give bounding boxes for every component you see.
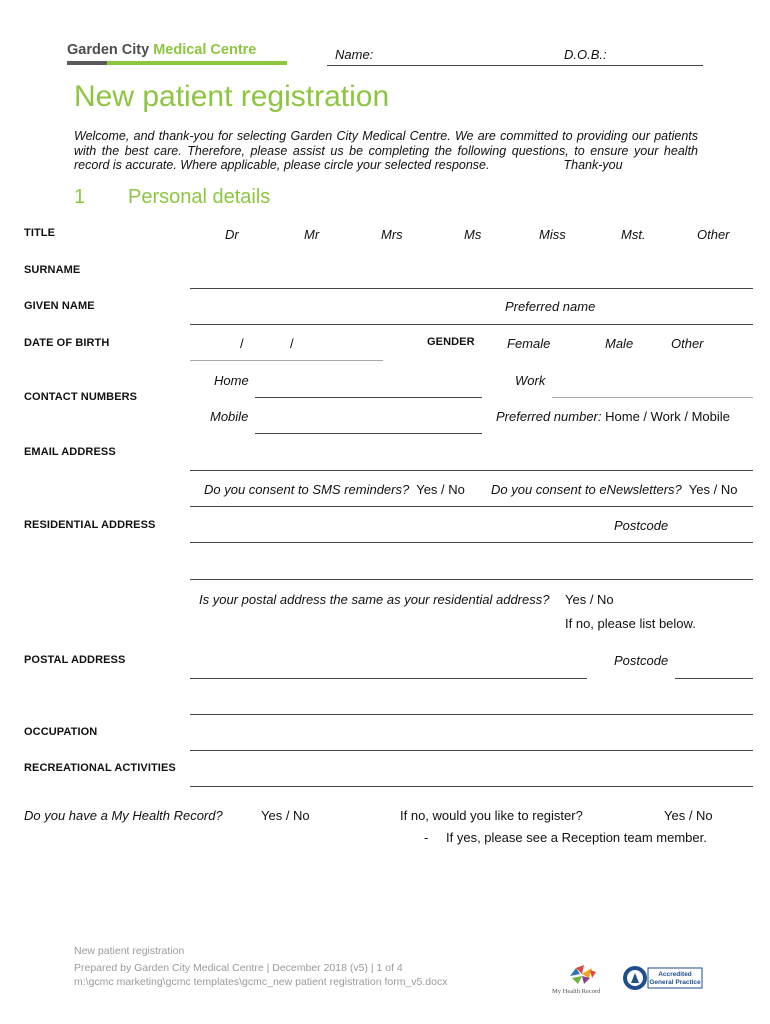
home-phone-input[interactable] xyxy=(255,379,482,398)
occupation-input[interactable] xyxy=(190,732,753,751)
title-option-mrs[interactable]: Mrs xyxy=(381,227,403,242)
sms-consent: Do you consent to SMS reminders? Yes / No xyxy=(204,482,465,497)
header-name-label: Name: xyxy=(335,47,374,62)
header-dob-input[interactable] xyxy=(612,46,702,64)
register-options[interactable]: Yes / No xyxy=(664,808,713,823)
gender-option-male[interactable]: Male xyxy=(605,336,634,351)
preferred-number: Preferred number: Home / Work / Mobile xyxy=(496,409,730,424)
intro-text: Welcome, and thank-you for selecting Garden City Medical Centre. We are committed to providing our patients with the best care. Therefore, please assist us be completing the following questions, to ensure your health record is accurate. Where applicable, please circle your selected response. Thank-you xyxy=(74,129,698,172)
postal-address-label: POSTAL ADDRESS xyxy=(24,654,126,666)
logo-bar-grey xyxy=(67,61,107,65)
recreational-input[interactable] xyxy=(190,768,753,787)
occupation-label: OCCUPATION xyxy=(24,726,98,738)
gender-label: GENDER xyxy=(427,336,475,348)
footer-prepared: Prepared by Garden City Medical Centre | December 2018 (v5) | 1 of 4 xyxy=(74,962,403,974)
title-option-dr[interactable]: Dr xyxy=(225,227,239,242)
postal-address-input-2[interactable] xyxy=(190,696,753,715)
mobile-phone-label: Mobile xyxy=(210,409,249,424)
gender-option-female[interactable]: Female xyxy=(507,336,551,351)
given-name-input[interactable] xyxy=(190,306,753,325)
given-name-label: GIVEN NAME xyxy=(24,300,95,312)
reception-note: If yes, please see a Reception team member. xyxy=(446,830,707,845)
residential-postcode-label: Postcode xyxy=(614,518,669,533)
dob-label: DATE OF BIRTH xyxy=(24,337,110,349)
email-input[interactable] xyxy=(190,452,753,471)
clinic-logo-text: Garden City Medical Centre xyxy=(67,42,257,58)
logo-bar-green xyxy=(107,61,287,65)
mhr-options[interactable]: Yes / No xyxy=(261,808,310,823)
title-option-ms[interactable]: Ms xyxy=(464,227,482,242)
svg-text:My Health Record: My Health Record xyxy=(552,988,601,995)
header-name-input[interactable] xyxy=(378,46,552,64)
footer-doc-title: New patient registration xyxy=(74,945,185,957)
reception-bullet: - xyxy=(424,830,429,845)
dob-separator-1: / xyxy=(240,336,244,351)
svg-text:Accredited: Accredited xyxy=(658,971,692,978)
postal-address-input-1[interactable] xyxy=(190,660,587,679)
postal-postcode-label: Postcode xyxy=(614,653,669,668)
residential-address-label: RESIDENTIAL ADDRESS xyxy=(24,519,156,531)
surname-label: SURNAME xyxy=(24,264,81,276)
page-title: New patient registration xyxy=(74,80,390,113)
title-option-other[interactable]: Other xyxy=(697,227,730,242)
header-rule xyxy=(327,65,703,66)
dob-separator-2: / xyxy=(290,336,294,351)
postal-postcode-input[interactable] xyxy=(675,660,753,679)
residential-address-input-2[interactable] xyxy=(190,561,753,580)
header-dob-label: D.O.B.: xyxy=(564,47,607,62)
my-health-record-logo xyxy=(552,962,608,996)
email-label: EMAIL ADDRESS xyxy=(24,446,116,458)
postal-same-question: Is your postal address the same as your residential address? xyxy=(199,592,550,607)
preferred-name-label: Preferred name xyxy=(505,299,596,314)
mobile-phone-input[interactable] xyxy=(255,415,482,434)
footer-path: m:\gcmc marketing\gcmc templates\gcmc_new patient registration form_v5.docx xyxy=(74,976,448,988)
work-phone-label: Work xyxy=(515,373,546,388)
svg-text:General Practice: General Practice xyxy=(649,979,701,986)
intro-thanks: Thank-you xyxy=(563,158,623,172)
title-label: TITLE xyxy=(24,227,56,239)
postal-note: If no, please list below. xyxy=(565,616,696,631)
consent-rule xyxy=(190,506,753,507)
title-option-mst[interactable]: Mst. xyxy=(621,227,646,242)
register-question: If no, would you like to register? xyxy=(400,808,583,823)
section-title: Personal details xyxy=(128,186,271,208)
contact-numbers-label: CONTACT NUMBERS xyxy=(24,391,138,403)
recreational-label: RECREATIONAL ACTIVITIES xyxy=(24,762,176,774)
enews-consent: Do you consent to eNewsletters? Yes / No xyxy=(491,482,738,497)
title-option-mr[interactable]: Mr xyxy=(304,227,320,242)
mhr-question: Do you have a My Health Record? xyxy=(24,808,223,823)
dob-input[interactable] xyxy=(190,342,383,361)
gender-option-other[interactable]: Other xyxy=(671,336,704,351)
work-phone-input[interactable] xyxy=(552,379,753,398)
section-number: 1 xyxy=(74,186,86,208)
accredited-gp-logo xyxy=(622,964,704,992)
residential-address-input-1[interactable] xyxy=(190,524,753,543)
sms-consent-options[interactable]: Yes / No xyxy=(416,482,465,497)
home-phone-label: Home xyxy=(214,373,249,388)
preferred-number-options[interactable]: Home / Work / Mobile xyxy=(605,409,730,424)
postal-same-options[interactable]: Yes / No xyxy=(565,592,614,607)
enews-consent-options[interactable]: Yes / No xyxy=(688,482,738,497)
title-option-miss[interactable]: Miss xyxy=(539,227,566,242)
surname-input[interactable] xyxy=(190,270,753,289)
